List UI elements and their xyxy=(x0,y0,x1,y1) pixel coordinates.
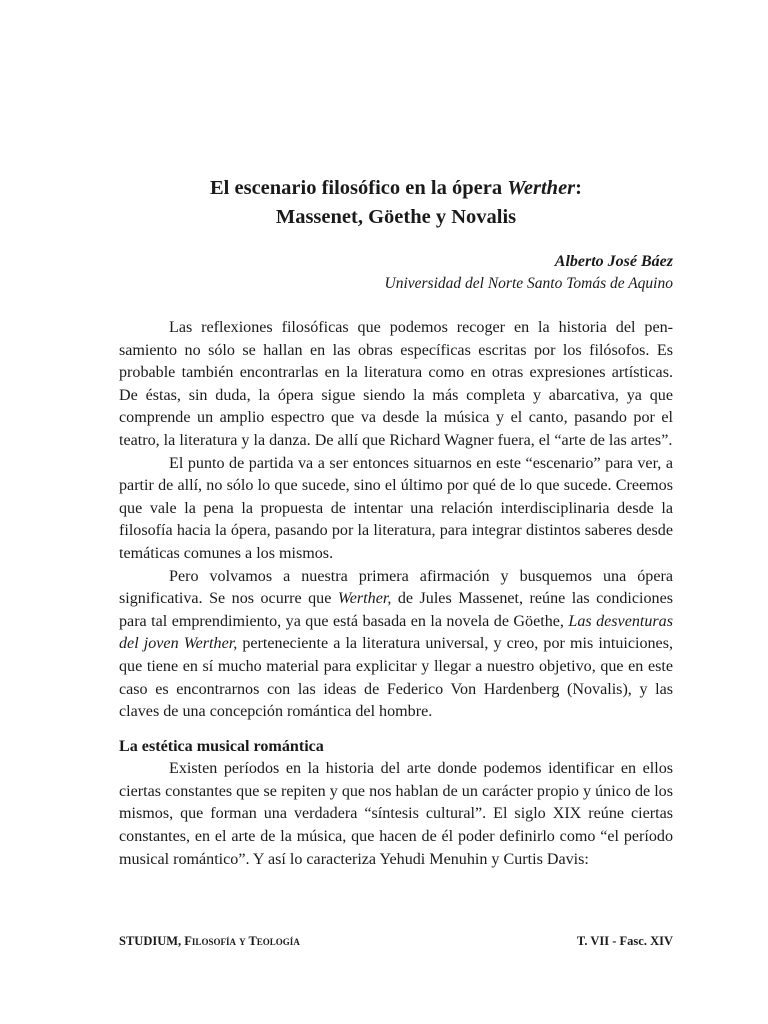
title-italic-word: Werther xyxy=(507,177,576,199)
paragraph-3-text-c: perteneciente a la literatura universal, y creo, por mis intuiciones, que tiene en sí mucho material para explicitar y llegar a nuestro objetivo, que en este caso es encontrarnos con las ideas de Federico Von Hardenberg (Novalis), y las claves de una concepción romántica del hombre. xyxy=(119,635,673,721)
article-body xyxy=(119,317,673,871)
paragraph-3-text-a: Pero volvamos a nuestra primera afirmación y busquemos una ópera significativa. Se nos ocurre que xyxy=(119,567,673,608)
footer-volume: T. VII - Fasc. XIV xyxy=(576,934,673,948)
section-heading: La estética musical romántica xyxy=(119,737,324,755)
title-text: El escenario filosófico en la ópera xyxy=(210,177,508,199)
paragraph-3-text-b: de Jules Massenet, reúne las condiciones para tal emprendimiento, ya que está basada en la novela de Göethe, xyxy=(119,590,673,630)
author-affiliation: Universidad del Norte Santo Tomás de Aquino xyxy=(384,275,673,292)
title-colon: : xyxy=(575,177,582,199)
paragraph-1: Las reflexiones filosóficas que podemos recoger en la historia del pensamiento no sólo se hallan en las obras específicas escritas por los filósofos. Es probable también encontrarlas en la literatura como en otras expresiones artísticas. De éstas, sin duda, la ópera sigue siendo la más completa y abarcativa, ya que comprende un amplio espectro que va desde la música y el canto, pasando por el teatro, la literatura y la danza. De allí que Richard Wagner fuera, el “arte de las artes”. xyxy=(119,319,673,449)
novel-title: Las desventuras del joven Werther, xyxy=(119,612,673,653)
paper-page xyxy=(119,0,673,1024)
title-second-line: Massenet, Göethe y Novalis xyxy=(275,206,517,228)
footer-journal xyxy=(119,933,300,949)
footer-journal-subtitle: Filosofía y Teología xyxy=(184,934,300,948)
paragraph-2: El punto de partida va a ser entonces situarnos en este “escenario” para ver, a partir de allí, no sólo lo que sucede, sino el último por qué de lo que sucede. Creemos que vale la pena la propuesta de intentar una relación interdisciplinaria desde la filosofía hacia la ópera, pasando por la literatura, para integrar distintos saberes desde temáticas comunes a los mismos. xyxy=(119,454,673,562)
paragraph-3 xyxy=(119,566,673,724)
paragraph-4: Existen períodos en la historia del arte donde podemos identificar en ellos ciertas constantes que se repiten y que nos hablan de un carácter propio y único de los mismos, que forman una verdadera “síntesis cultural”. El siglo XIX reúne ciertas constantes, en el arte de la música, que hacen de él poder definirlo como “el período musical romántico”. Y así lo caracteriza Yehudi Menuhin y Curtis Davis: xyxy=(119,760,673,868)
article-title xyxy=(119,174,673,232)
footer-journal-name: STUDIUM, xyxy=(119,934,182,948)
opera-title: Werther, xyxy=(337,590,392,608)
author-name: Alberto José Báez xyxy=(554,253,673,270)
